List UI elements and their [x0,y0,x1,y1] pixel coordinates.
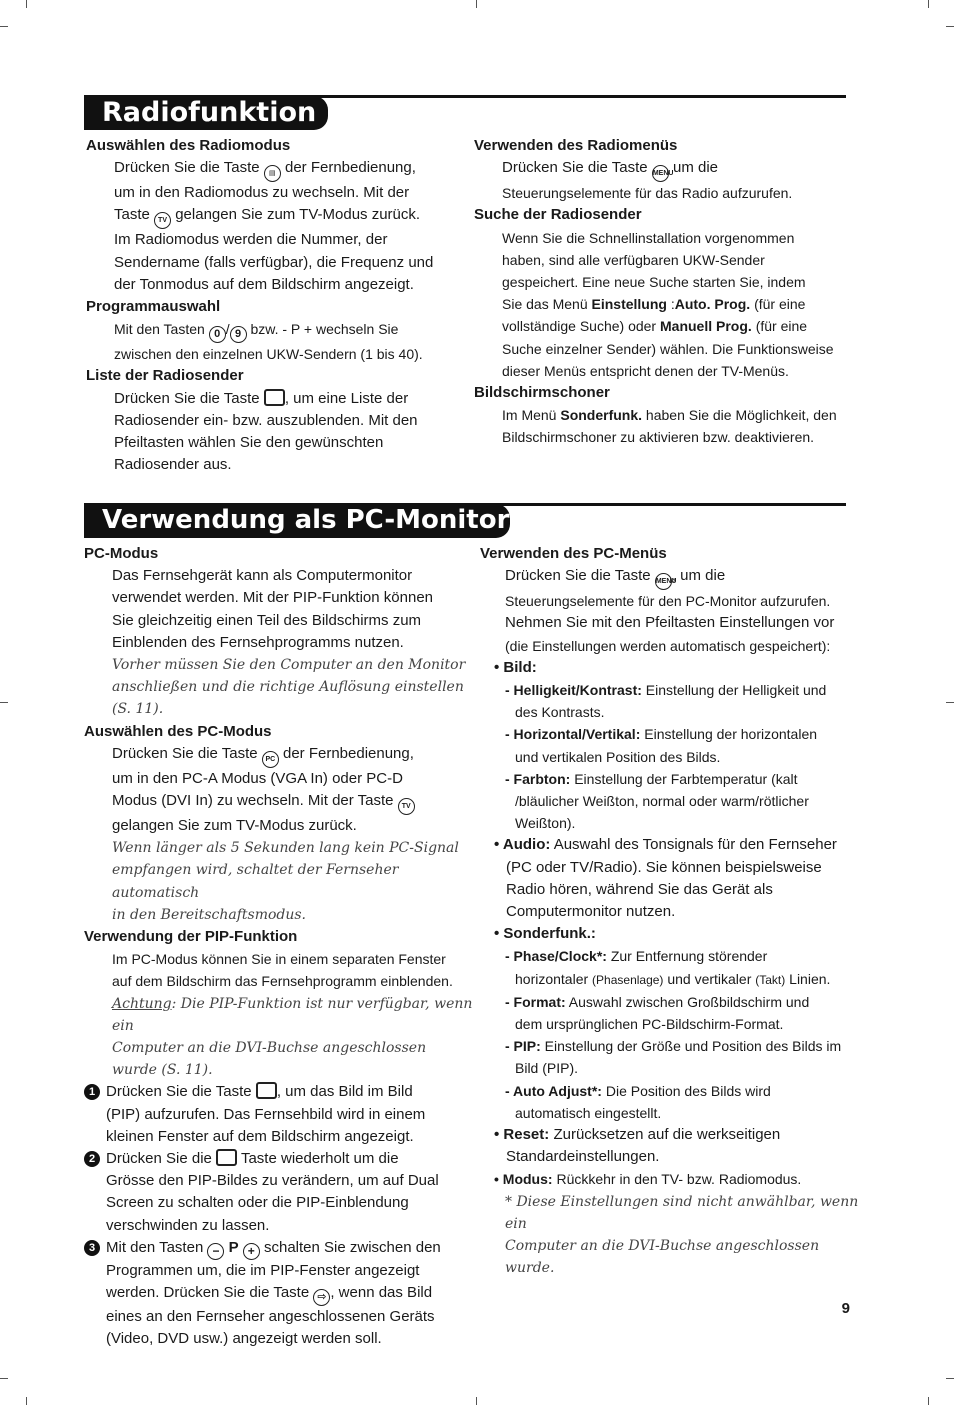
menu-icon: MENU [655,573,672,590]
list-icon [264,389,285,406]
heading: Auswählen des Radiomodus [86,137,291,154]
paragraph: Mit den Tasten 0 / 9 bzw. - P + wechseln Sie zwischen den einzelnen UKW-Sendern (1 bis 40). [114,321,423,363]
pip-icon [216,1149,237,1166]
paragraph: Wenn Sie die Schnellinstallation vorgenommen haben, sind alle verfügbaren UKW-Sender gespeichert. Eine neue Suche starten Sie, indem Sie das Menü Einstellung :Auto. Prog. (für eine vollständige Suche) oder Manuell Prog. (für eine Suche einzelner Sender) wählen. Die Funktionsweise dieser Menüs entspricht denen der TV-Menüs. [502,229,834,379]
footnote: * Diese Einstellungen sind nicht anwählbar, wenn ein [505,1193,859,1232]
radio-icon: ▤ [264,165,281,182]
pc-icon: PC [262,751,279,768]
bullet-bild: • Bild: [494,658,537,676]
step-1: 1 Drücken Sie die Taste , um das Bild im Bild (PIP) aufzurufen. Das Fernsehbild wird in einem kleinen Fenster auf dem Bildschirm angezeigt. [84,1081,474,1148]
step-3-icon: 3 [84,1240,100,1256]
page-number: 9 [841,1300,850,1317]
pc-right-column [480,543,862,1280]
heading: Liste der Radiosender [86,367,244,385]
paragraph: Drücken Sie die Taste MENU, um die Steuerungselemente für den PC-Monitor aufzurufen. Nehmen Sie mit den Pfeiltasten Einstellungen vor (die Einstellungen werden automatisch gespeichert): [505,567,835,654]
heading: PC-Modus [84,545,159,562]
av-source-icon: ⇨ [313,1289,330,1306]
step-3: 3 Mit den Tasten − P + schalten Sie zwischen den Programmen um, die im PIP-Fenster angezeigt werden. Drücken Sie die Taste ⇨ , wenn das Bild eines an den Fernseher angeschlossenen Geräts (Video, DVD usw.) angezeigt werden soll. [84,1237,474,1351]
paragraph: Im PC-Modus können Sie in einem separaten Fenster auf dem Bildschirm das Fernsehprogramm einblenden. Achtung: Die PIP-Funktion ist nur verfügbar, wenn ein Computer an die DVI-Buchse angeschlossen wurde (S. 11). [112,951,473,1079]
heading: Programmauswahl [86,298,221,316]
heading: Verwenden des PC-Menüs [480,545,667,562]
heading: Verwenden des Radiomenüs [474,137,678,154]
bullet-modus: • Modus: Rückkehr in den TV- bzw. Radiomodus. [494,1171,802,1188]
radio-left-column [86,135,466,476]
plus-icon: + [243,1243,260,1260]
tv-icon: TV [398,798,415,815]
section-title-radio: Radiofunktion [84,96,328,130]
heading: Verwendung der PIP-Funktion [84,928,298,946]
paragraph: Im Menü Sonderfunk. haben Sie die Möglichkeit, den Bildschirmschoner zu aktivieren bzw. deaktivieren. [502,407,837,446]
digit-9-icon: 9 [230,326,247,343]
bullet-sonderfunk: • Sonderfunk.: [494,925,596,943]
paragraph: Das Fernsehgerät kann als Computermonitor verwendet werden. Mit der PIP-Funktion können Sie gleichzeitig einen Teil des Bildschirms zum Einblenden des Fernsehprogramms nutzen. Vorher müssen Sie den Computer an den Monitor anschließen und die richtige Auflösung einstellen (S. 11). [112,567,466,718]
crop-mark [946,1378,954,1379]
sub-item: - Helligkeit/Kontrast: Einstellung der Helligkeit und des Kontrasts. - Horizontal/Vertikal: Einstellung der horizontalen und vertikalen Position des Bilds. - Farbton: Einstellung der Farbtemperatur (kalt /bläulicher Weißton, normal oder warm/rötlicher Weißton). [505,682,827,832]
heading: Suche der Radiosender [474,206,642,224]
heading: Bildschirmschoner [474,384,610,402]
pc-left-column [84,543,474,1351]
crop-mark [0,702,8,703]
bullet-audio: • Audio: Auswahl des Tonsignals für den Fernseher (PC oder TV/Radio). Sie können beispielsweise Radio hören, während Sie das Gerät als Computermonitor nutzen. [494,836,837,921]
radio-right-column [474,135,854,449]
crop-mark [476,0,477,8]
step-2: 2 Drücken Sie die Taste wiederholt um die Grösse den PIP-Bildes zu verändern, um auf Dual Screen zu schalten oder die PIP-Einblendung verschwinden zu lassen. [84,1148,474,1237]
tv-icon: TV [154,212,171,229]
minus-icon: − [207,1243,224,1260]
crop-mark [26,1397,27,1405]
crop-mark [26,0,27,8]
paragraph: Drücken Sie die Taste MENU um die Steuerungselemente für das Radio aufzurufen. [502,159,793,202]
crop-mark [928,0,929,8]
pip-icon [256,1082,277,1099]
crop-mark [928,1397,929,1405]
menu-icon: MENU [652,165,669,182]
sub-item: - Phase/Clock*: Zur Entfernung störender horizontaler (Phasenlage) und vertikaler (Takt) Linien. - Format: Auswahl zwischen Großbildschirm und dem ursprünglichen PC-Bildschirm-Format. - PIP: Einstellung der Größe und Position des Bilds im Bild (PIP). - Auto Adjust*: Die Position des Bilds wird automatisch eingestellt. [505,948,842,1121]
crop-mark [946,26,954,27]
digit-0-icon: 0 [209,326,226,343]
crop-mark [946,702,954,703]
paragraph: Drücken Sie die Taste , um eine Liste der Radiosender ein- bzw. auszublenden. Mit den Pfeiltasten wählen Sie den gewünschten Radiosender aus. [114,389,418,474]
paragraph: Drücken Sie die Taste PC der Fernbedienung, um in den PC-A Modus (VGA In) oder PC-D Modus (DVI In) zu wechseln. Mit der Taste TV gelangen Sie zum TV-Modus zurück. Wenn länger als 5 Sekunden lang kein PC-Signal empfangen wird, schaltet der Fernseher automatisch in den Bereitschaftsmodus. [112,744,459,923]
section-title-pc: Verwendung als PC-Monitor [84,504,510,538]
step-2-icon: 2 [84,1151,100,1167]
crop-mark [0,26,8,27]
footnote: Computer an die DVI-Buchse angeschlossen wurde. [505,1238,820,1277]
paragraph: Drücken Sie die Taste ▤ der Fernbedienung, um in den Radiomodus zu wechseln. Mit der Taste TV gelangen Sie zum TV-Modus zurück. Im Radiomodus werden die Nummer, der Sendername (falls verfügbar), die Frequenz und der Tonmodus auf dem Bildschirm angezeigt. [114,159,434,293]
step-1-icon: 1 [84,1084,100,1100]
crop-mark [476,1397,477,1405]
bullet-reset: • Reset: Zurücksetzen auf die werkseitigen Standardeinstellungen. [494,1126,781,1166]
heading: Auswählen des PC-Modus [84,722,272,740]
crop-mark [0,1378,8,1379]
